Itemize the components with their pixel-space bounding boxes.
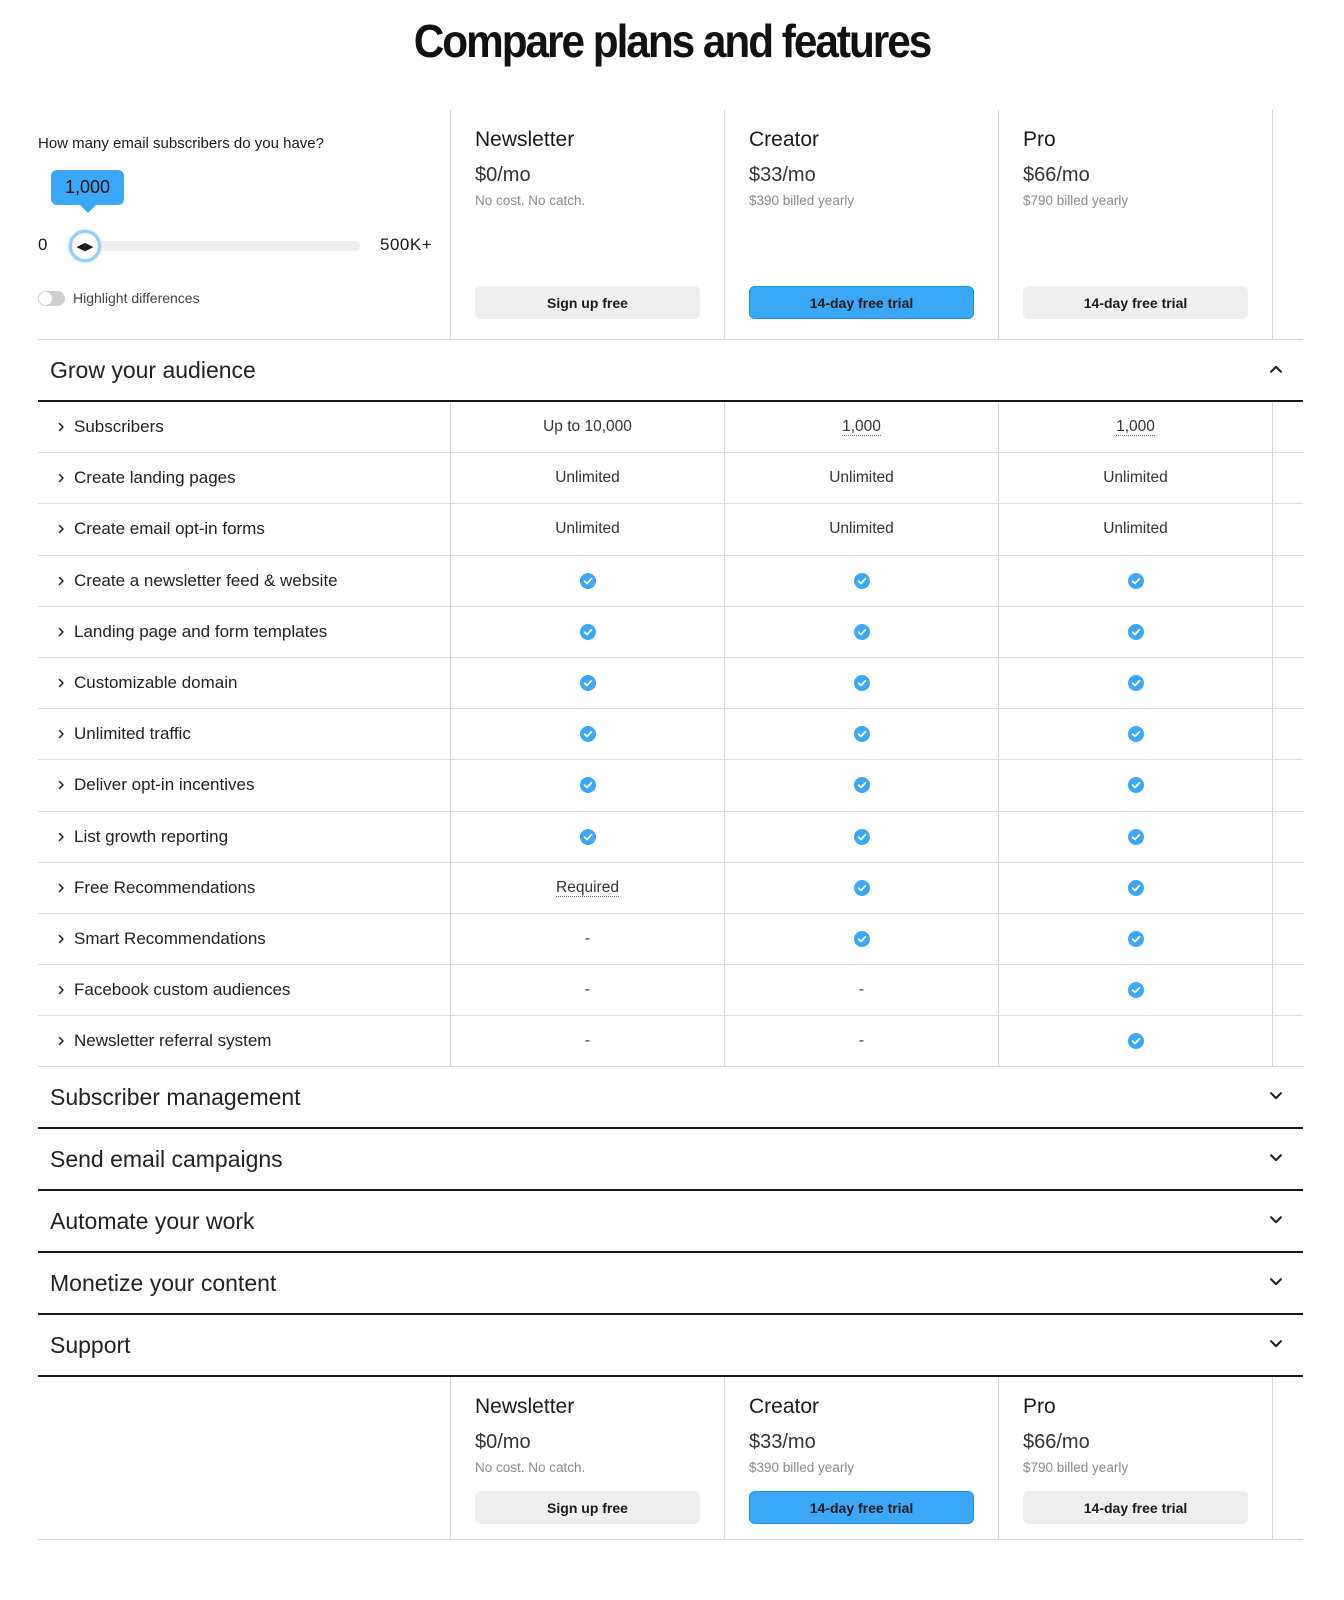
footer-plan-newsletter <box>450 1377 724 1539</box>
feature-value <box>450 812 724 862</box>
section-title: Monetize your content <box>50 1269 277 1296</box>
check-circle-icon <box>1128 726 1144 742</box>
feature-label[interactable] <box>38 863 450 913</box>
chevron-right-icon <box>56 883 66 893</box>
check-circle-icon <box>854 880 870 896</box>
feature-value-text: - <box>858 981 865 999</box>
feature-value <box>450 760 724 810</box>
chevron-down-icon <box>1269 1089 1283 1103</box>
slider-question: How many email subscribers do you have? <box>38 135 324 152</box>
check-circle-icon <box>580 675 596 691</box>
feature-value-text: 1,000 <box>1116 418 1155 436</box>
plan-price: $0/mo <box>475 164 531 186</box>
plan-price: $33/mo <box>749 164 816 186</box>
feature-value <box>450 453 724 503</box>
table-row <box>38 812 1303 863</box>
check-circle-icon <box>1128 829 1144 845</box>
feature-label[interactable] <box>38 760 450 810</box>
feature-value-text: Unlimited <box>1103 469 1168 487</box>
feature-value-text: Unlimited <box>555 520 620 538</box>
feature-label-text: Create email opt-in forms <box>74 519 265 539</box>
chevron-up-icon <box>1269 362 1283 376</box>
plan-note: $790 billed yearly <box>1023 1460 1129 1476</box>
feature-value <box>724 709 998 759</box>
slider-max-label: 500K+ <box>380 235 433 254</box>
subscriber-slider-panel <box>38 110 450 340</box>
feature-value <box>724 402 998 452</box>
feature-label-text: Unlimited traffic <box>74 724 191 744</box>
section-header-monetize-your-content[interactable] <box>38 1253 1303 1315</box>
header-plan-creator <box>724 110 998 339</box>
feature-label-text: Smart Recommendations <box>74 928 266 948</box>
highlight-differences-label: Highlight differences <box>73 290 200 306</box>
feature-value <box>998 402 1273 452</box>
chevron-right-icon <box>56 678 66 688</box>
feature-value <box>998 504 1273 554</box>
feature-value <box>998 453 1273 503</box>
chevron-right-icon <box>56 832 66 842</box>
header-plan-newsletter <box>450 110 724 339</box>
trial-button-pro[interactable]: 14-day free trial <box>1023 1491 1248 1524</box>
feature-value <box>724 607 998 657</box>
check-circle-icon <box>1128 624 1144 640</box>
feature-value-text: Unlimited <box>555 469 620 487</box>
feature-value <box>450 863 724 913</box>
chevron-down-icon <box>1269 1275 1283 1289</box>
plan-price: $66/mo <box>1023 1431 1090 1454</box>
feature-value <box>450 914 724 964</box>
feature-value-text: - <box>584 981 591 999</box>
feature-value <box>724 453 998 503</box>
trial-button-creator[interactable]: 14-day free trial <box>749 286 974 319</box>
plan-note: No cost. No catch. <box>475 1460 586 1476</box>
plan-name: Newsletter <box>475 1395 575 1419</box>
plan-footer <box>38 1377 1303 1540</box>
slider-thumb[interactable] <box>69 230 101 262</box>
check-circle-icon <box>854 931 870 947</box>
feature-value-text: - <box>584 929 591 947</box>
chevron-down-icon <box>1269 1151 1283 1165</box>
feature-label-text: Free Recommendations <box>74 877 256 897</box>
feature-value <box>724 1016 998 1066</box>
plan-price: $66/mo <box>1023 164 1090 186</box>
feature-value <box>998 863 1273 913</box>
section-header-support[interactable] <box>38 1315 1303 1377</box>
section-title: Send email campaigns <box>50 1145 283 1172</box>
check-circle-icon <box>580 726 596 742</box>
feature-value <box>998 607 1273 657</box>
feature-value-text: Unlimited <box>1103 520 1168 538</box>
check-circle-icon <box>580 624 596 640</box>
feature-label[interactable] <box>38 658 450 708</box>
slider-value-bubble: 1,000 <box>51 170 124 205</box>
section-title: Subscriber management <box>50 1083 301 1110</box>
chevron-down-icon <box>1269 1213 1283 1227</box>
table-row <box>38 556 1303 607</box>
feature-label[interactable] <box>38 607 450 657</box>
feature-value-text: - <box>858 1032 865 1050</box>
arrows-horizontal-icon: ◀▶ <box>76 240 94 253</box>
feature-label[interactable] <box>38 914 450 964</box>
table-row <box>38 760 1303 811</box>
feature-label[interactable] <box>38 965 450 1015</box>
feature-label-text: Landing page and form templates <box>74 621 328 641</box>
chevron-right-icon <box>56 627 66 637</box>
slider-min-label: 0 <box>38 235 48 254</box>
feature-value <box>998 1016 1273 1066</box>
table-row <box>38 863 1303 914</box>
table-row <box>38 607 1303 658</box>
feature-value <box>998 709 1273 759</box>
feature-value <box>450 658 724 708</box>
feature-value <box>450 607 724 657</box>
page-title: Compare plans and features <box>413 15 931 67</box>
table-row <box>38 402 1303 453</box>
feature-label-text: Create a newsletter feed & website <box>74 570 338 590</box>
check-circle-icon <box>1128 1033 1144 1049</box>
section-header-automate-your-work[interactable] <box>38 1191 1303 1253</box>
plan-name: Pro <box>1023 128 1056 151</box>
signup-button-newsletter[interactable]: Sign up free <box>475 286 700 319</box>
feature-label[interactable] <box>38 504 450 554</box>
plan-price: $33/mo <box>749 1431 816 1454</box>
feature-value <box>998 965 1273 1015</box>
section-header-subscriber-management[interactable] <box>38 1067 1303 1129</box>
feature-value <box>450 1016 724 1066</box>
section-header-send-email-campaigns[interactable] <box>38 1129 1303 1191</box>
feature-value <box>724 965 998 1015</box>
feature-value <box>724 863 998 913</box>
table-row <box>38 1016 1303 1067</box>
chevron-right-icon <box>56 473 66 483</box>
feature-label-text: Create landing pages <box>74 468 236 488</box>
chevron-right-icon <box>56 524 66 534</box>
chevron-right-icon <box>56 1036 66 1046</box>
plan-note: $390 billed yearly <box>749 193 855 208</box>
feature-label-text: Deliver opt-in incentives <box>74 775 255 795</box>
footer-plan-creator <box>724 1377 998 1539</box>
feature-value <box>998 556 1273 606</box>
feature-label[interactable] <box>38 453 450 503</box>
check-circle-icon <box>580 777 596 793</box>
trial-button-pro[interactable]: 14-day free trial <box>1023 286 1248 319</box>
signup-button-newsletter[interactable]: Sign up free <box>475 1491 700 1524</box>
check-circle-icon <box>854 675 870 691</box>
feature-value-text: - <box>584 1032 591 1050</box>
feature-value <box>998 760 1273 810</box>
plan-name: Newsletter <box>475 128 575 151</box>
chevron-right-icon <box>56 985 66 995</box>
feature-label[interactable] <box>38 402 450 452</box>
chevron-right-icon <box>56 780 66 790</box>
feature-value <box>998 914 1273 964</box>
check-circle-icon <box>580 829 596 845</box>
check-circle-icon <box>854 726 870 742</box>
check-circle-icon <box>1128 982 1144 998</box>
table-row <box>38 709 1303 760</box>
feature-label[interactable] <box>38 709 450 759</box>
check-circle-icon <box>1128 777 1144 793</box>
plan-note: $790 billed yearly <box>1023 193 1129 208</box>
table-row <box>38 453 1303 504</box>
check-circle-icon <box>1128 573 1144 589</box>
check-circle-icon <box>854 829 870 845</box>
feature-value <box>724 760 998 810</box>
check-circle-icon <box>1128 880 1144 896</box>
feature-label[interactable] <box>38 556 450 606</box>
plan-note: No cost. No catch. <box>475 193 586 208</box>
feature-label[interactable] <box>38 812 450 862</box>
header-plan-pro <box>998 110 1273 339</box>
feature-value <box>724 812 998 862</box>
plan-name: Creator <box>749 1395 820 1419</box>
feature-value <box>450 402 724 452</box>
trial-button-creator[interactable]: 14-day free trial <box>749 1491 974 1524</box>
feature-label[interactable] <box>38 1016 450 1066</box>
check-circle-icon <box>854 573 870 589</box>
check-circle-icon <box>1128 931 1144 947</box>
check-circle-icon <box>580 573 596 589</box>
feature-value-text: Up to 10,000 <box>543 418 632 436</box>
comparison-table <box>38 110 1303 1540</box>
feature-value <box>724 504 998 554</box>
table-row <box>38 965 1303 1016</box>
chevron-right-icon <box>56 729 66 739</box>
feature-value-text: 1,000 <box>842 418 881 436</box>
feature-value <box>998 658 1273 708</box>
plan-note: $390 billed yearly <box>749 1460 855 1476</box>
highlight-differences-row <box>38 290 200 306</box>
feature-value <box>450 965 724 1015</box>
footer-plan-pro <box>998 1377 1273 1539</box>
table-row <box>38 914 1303 965</box>
feature-label-text: Subscribers <box>74 417 164 437</box>
feature-value <box>724 658 998 708</box>
feature-value-text: Unlimited <box>829 520 894 538</box>
chevron-right-icon <box>56 934 66 944</box>
feature-value <box>724 914 998 964</box>
feature-label-text: List growth reporting <box>74 826 229 846</box>
section-header-grow-your-audience[interactable] <box>38 340 1303 402</box>
section-title: Support <box>50 1331 131 1358</box>
feature-label-text: Facebook custom audiences <box>74 980 291 1000</box>
feature-label-text: Newsletter referral system <box>74 1031 272 1051</box>
feature-value <box>724 556 998 606</box>
section-title: Automate your work <box>50 1207 255 1234</box>
check-circle-icon <box>1128 675 1144 691</box>
plan-name: Creator <box>749 128 820 151</box>
chevron-down-icon <box>1269 1337 1283 1351</box>
highlight-differences-toggle[interactable] <box>38 291 65 306</box>
check-circle-icon <box>854 624 870 640</box>
feature-value <box>450 556 724 606</box>
section-title: Grow your audience <box>50 356 256 383</box>
feature-value <box>450 504 724 554</box>
slider-track[interactable] <box>70 241 360 251</box>
plan-header <box>38 110 1303 340</box>
table-row <box>38 658 1303 709</box>
chevron-right-icon <box>56 576 66 586</box>
chevron-right-icon <box>56 422 66 432</box>
table-row <box>38 504 1303 555</box>
feature-value <box>998 812 1273 862</box>
feature-value-text: Required <box>556 878 619 896</box>
check-circle-icon <box>854 777 870 793</box>
plan-price: $0/mo <box>475 1431 531 1454</box>
plan-name: Pro <box>1023 1395 1056 1419</box>
feature-label-text: Customizable domain <box>74 673 238 693</box>
feature-value-text: Unlimited <box>829 469 894 487</box>
feature-value <box>450 709 724 759</box>
